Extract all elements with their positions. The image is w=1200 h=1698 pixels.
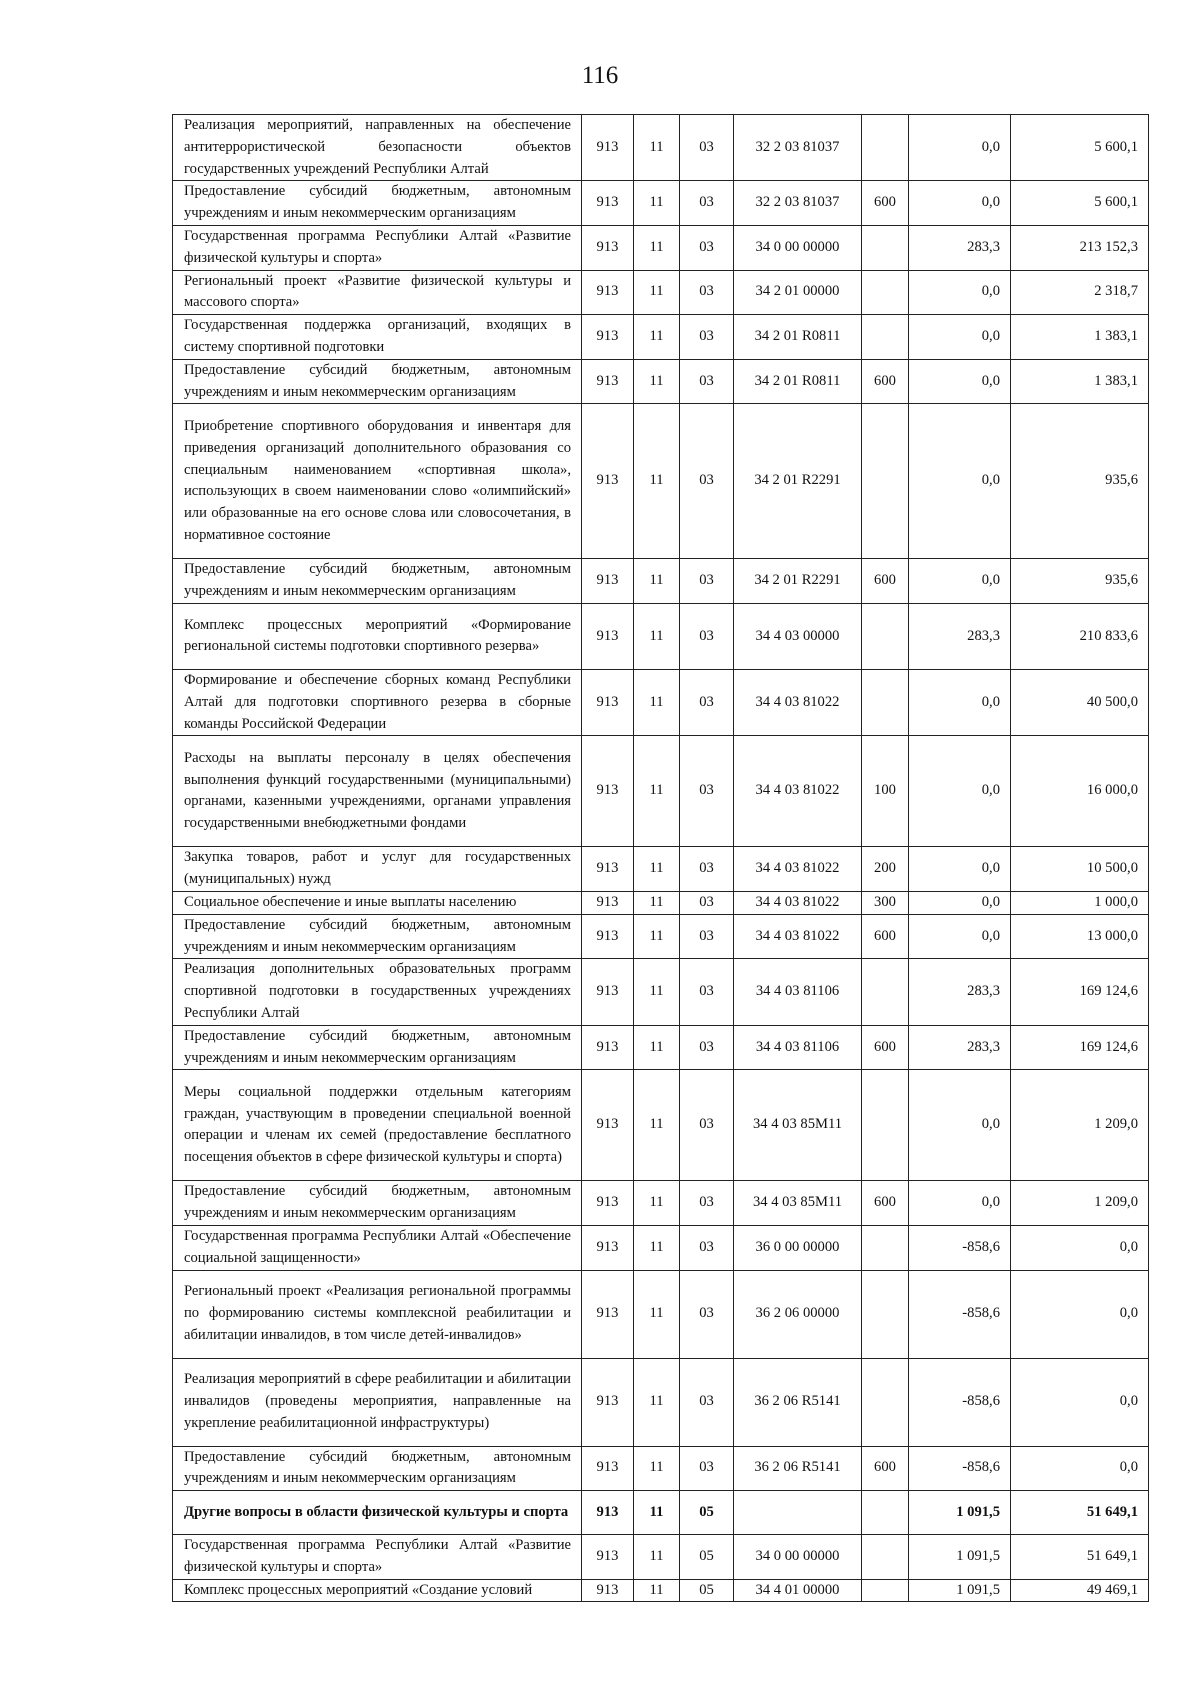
target-article-code: 34 4 03 81106 [734,959,862,1025]
expense-type-code: 300 [862,891,909,914]
row-description: Другие вопросы в области физической культуры и спорта [173,1491,582,1535]
row-description: Предоставление субсидий бюджетным, автономным учреждениям и иным некоммерческим организациям [173,359,582,404]
ministry-code: 913 [582,603,634,669]
amount-change: 0,0 [909,736,1011,847]
section-code: 11 [634,1446,680,1491]
ministry-code: 913 [582,959,634,1025]
table-row [173,1446,1149,1491]
amount-change: 0,0 [909,559,1011,604]
amount-total: 49 469,1 [1011,1579,1149,1602]
subsection-code: 03 [680,359,734,404]
ministry-code: 913 [582,1358,634,1446]
amount-total: 5 600,1 [1011,181,1149,226]
amount-change: 0,0 [909,404,1011,559]
amount-total: 51 649,1 [1011,1535,1149,1580]
expense-type-code [862,225,909,270]
amount-total: 0,0 [1011,1446,1149,1491]
expense-type-code [862,1358,909,1446]
amount-total: 51 649,1 [1011,1491,1149,1535]
amount-change: 0,0 [909,1070,1011,1181]
target-article-code: 34 4 03 85M11 [734,1070,862,1181]
target-article-code: 32 2 03 81037 [734,115,862,181]
amount-total: 16 000,0 [1011,736,1149,847]
table-row [173,359,1149,404]
table-row [173,891,1149,914]
expense-type-code: 600 [862,559,909,604]
target-article-code: 34 0 00 00000 [734,1535,862,1580]
section-code: 11 [634,359,680,404]
amount-change: 0,0 [909,914,1011,959]
subsection-code: 03 [680,1181,734,1226]
table-row [173,225,1149,270]
expense-type-code [862,1491,909,1535]
ministry-code: 913 [582,1270,634,1358]
subsection-code: 03 [680,115,734,181]
table-row [173,404,1149,559]
expense-type-code [862,270,909,315]
table-row [173,847,1149,892]
table-row [173,1535,1149,1580]
section-code: 11 [634,315,680,360]
section-code: 11 [634,270,680,315]
row-description: Меры социальной поддержки отдельным категориям граждан, участвующим в проведении специальной военной операции и членам их семей (предоставление бесплатного посещения объектов в сфере физической культуры и спорта) [173,1070,582,1181]
row-description: Государственная поддержка организаций, входящих в систему спортивной подготовки [173,315,582,360]
section-code: 11 [634,181,680,226]
subsection-code: 05 [680,1579,734,1602]
table-row [173,959,1149,1025]
section-code: 11 [634,603,680,669]
subsection-code: 03 [680,559,734,604]
subsection-code: 03 [680,1446,734,1491]
target-article-code: 36 0 00 00000 [734,1225,862,1270]
row-description: Государственная программа Республики Алтай «Обеспечение социальной защищенности» [173,1225,582,1270]
amount-change: -858,6 [909,1358,1011,1446]
page-number: 116 [581,62,619,89]
row-description: Закупка товаров, работ и услуг для государственных (муниципальных) нужд [173,847,582,892]
amount-change: 0,0 [909,181,1011,226]
amount-total: 210 833,6 [1011,603,1149,669]
target-article-code: 34 4 03 00000 [734,603,862,669]
target-article-code: 32 2 03 81037 [734,181,862,226]
row-description: Формирование и обеспечение сборных команд Республики Алтай для подготовки спортивного резерва в сборные команды Российской Федерации [173,669,582,735]
ministry-code: 913 [582,914,634,959]
amount-change: 283,3 [909,959,1011,1025]
subsection-code: 03 [680,736,734,847]
row-description: Предоставление субсидий бюджетным, автономным учреждениям и иным некоммерческим организациям [173,914,582,959]
amount-total: 935,6 [1011,404,1149,559]
table-row [173,736,1149,847]
row-description: Государственная программа Республики Алтай «Развитие физической культуры и спорта» [173,225,582,270]
amount-total: 13 000,0 [1011,914,1149,959]
amount-change: 0,0 [909,270,1011,315]
table-row [173,115,1149,181]
target-article-code: 34 4 03 81022 [734,891,862,914]
amount-total: 1 383,1 [1011,359,1149,404]
amount-change: 1 091,5 [909,1579,1011,1602]
table-row [173,1225,1149,1270]
row-description: Расходы на выплаты персоналу в целях обеспечения выполнения функций государственными (муниципальными) органами, казенными учреждениями, органами управления государственными внебюджетными фондами [173,736,582,847]
amount-change: 0,0 [909,847,1011,892]
expense-type-code [862,959,909,1025]
table-row [173,1491,1149,1535]
ministry-code: 913 [582,1070,634,1181]
row-description: Социальное обеспечение и иные выплаты населению [173,891,582,914]
subsection-code: 03 [680,1025,734,1070]
target-article-code: 34 2 01 00000 [734,270,862,315]
ministry-code: 913 [582,1181,634,1226]
row-description: Предоставление субсидий бюджетным, автономным учреждениям и иным некоммерческим организациям [173,1446,582,1491]
section-code: 11 [634,1535,680,1580]
expense-type-code: 600 [862,1181,909,1226]
target-article-code: 34 4 03 85M11 [734,1181,862,1226]
ministry-code: 913 [582,359,634,404]
amount-total: 40 500,0 [1011,669,1149,735]
target-article-code [734,1491,862,1535]
ministry-code: 913 [582,847,634,892]
expense-type-code [862,404,909,559]
target-article-code: 34 4 01 00000 [734,1579,862,1602]
expense-type-code [862,669,909,735]
amount-total: 5 600,1 [1011,115,1149,181]
amount-total: 0,0 [1011,1358,1149,1446]
table-body [173,115,1149,1602]
section-code: 11 [634,669,680,735]
ministry-code: 913 [582,225,634,270]
subsection-code: 05 [680,1535,734,1580]
row-description: Предоставление субсидий бюджетным, автономным учреждениям и иным некоммерческим организациям [173,559,582,604]
expense-type-code [862,603,909,669]
subsection-code: 03 [680,891,734,914]
subsection-code: 03 [680,404,734,559]
target-article-code: 34 4 03 81106 [734,1025,862,1070]
row-description: Реализация дополнительных образовательных программ спортивной подготовки в государственных учреждениях Республики Алтай [173,959,582,1025]
expense-type-code [862,1225,909,1270]
amount-total: 0,0 [1011,1270,1149,1358]
budget-table [172,114,1149,1602]
amount-change: 0,0 [909,315,1011,360]
row-description: Государственная программа Республики Алтай «Развитие физической культуры и спорта» [173,1535,582,1580]
amount-total: 10 500,0 [1011,847,1149,892]
target-article-code: 34 2 01 R0811 [734,315,862,360]
section-code: 11 [634,1070,680,1181]
amount-total: 1 209,0 [1011,1181,1149,1226]
subsection-code: 03 [680,181,734,226]
table-row [173,1358,1149,1446]
section-code: 11 [634,404,680,559]
section-code: 11 [634,847,680,892]
amount-change: 1 091,5 [909,1491,1011,1535]
amount-change: 283,3 [909,603,1011,669]
ministry-code: 913 [582,891,634,914]
table-row [173,1579,1149,1602]
target-article-code: 34 4 03 81022 [734,669,862,735]
ministry-code: 913 [582,1491,634,1535]
amount-change: 0,0 [909,115,1011,181]
expense-type-code [862,1579,909,1602]
amount-change: 0,0 [909,359,1011,404]
target-article-code: 34 2 01 R2291 [734,404,862,559]
amount-change: 1 091,5 [909,1535,1011,1580]
section-code: 11 [634,891,680,914]
ministry-code: 913 [582,181,634,226]
section-code: 11 [634,1181,680,1226]
table-row [173,270,1149,315]
table-row [173,603,1149,669]
subsection-code: 03 [680,914,734,959]
subsection-code: 03 [680,603,734,669]
subsection-code: 03 [680,1070,734,1181]
target-article-code: 36 2 06 R5141 [734,1358,862,1446]
ministry-code: 913 [582,404,634,559]
amount-total: 213 152,3 [1011,225,1149,270]
subsection-code: 03 [680,225,734,270]
target-article-code: 34 4 03 81022 [734,736,862,847]
target-article-code: 34 4 03 81022 [734,847,862,892]
amount-total: 1 383,1 [1011,315,1149,360]
row-description: Реализация мероприятий в сфере реабилитации и абилитации инвалидов (проведены мероприятия, направленные на укрепление реабилитационной инфраструктуры) [173,1358,582,1446]
subsection-code: 03 [680,847,734,892]
ministry-code: 913 [582,559,634,604]
table-row [173,1270,1149,1358]
section-code: 11 [634,1025,680,1070]
expense-type-code [862,315,909,360]
section-code: 11 [634,225,680,270]
amount-change: 0,0 [909,669,1011,735]
expense-type-code: 600 [862,1025,909,1070]
table-row [173,315,1149,360]
section-code: 11 [634,115,680,181]
table-row [173,914,1149,959]
target-article-code: 34 4 03 81022 [734,914,862,959]
amount-total: 2 318,7 [1011,270,1149,315]
amount-total: 1 000,0 [1011,891,1149,914]
section-code: 11 [634,1270,680,1358]
expense-type-code: 600 [862,359,909,404]
target-article-code: 34 2 01 R0811 [734,359,862,404]
section-code: 11 [634,959,680,1025]
expense-type-code: 100 [862,736,909,847]
target-article-code: 34 0 00 00000 [734,225,862,270]
ministry-code: 913 [582,1225,634,1270]
ministry-code: 913 [582,736,634,847]
expense-type-code: 600 [862,914,909,959]
subsection-code: 03 [680,669,734,735]
row-description: Предоставление субсидий бюджетным, автономным учреждениям и иным некоммерческим организациям [173,1025,582,1070]
subsection-code: 03 [680,315,734,360]
expense-type-code: 600 [862,1446,909,1491]
section-code: 11 [634,736,680,847]
section-code: 11 [634,914,680,959]
table-row [173,669,1149,735]
section-code: 11 [634,559,680,604]
table-row [173,1025,1149,1070]
amount-total: 0,0 [1011,1225,1149,1270]
amount-change: 283,3 [909,225,1011,270]
amount-total: 935,6 [1011,559,1149,604]
subsection-code: 03 [680,959,734,1025]
subsection-code: 03 [680,1225,734,1270]
ministry-code: 913 [582,669,634,735]
ministry-code: 913 [582,270,634,315]
row-description: Комплекс процессных мероприятий «Создание условий [173,1579,582,1602]
target-article-code: 36 2 06 R5141 [734,1446,862,1491]
ministry-code: 913 [582,115,634,181]
expense-type-code [862,115,909,181]
amount-change: 0,0 [909,891,1011,914]
row-description: Региональный проект «Развитие физической культуры и массового спорта» [173,270,582,315]
table-row [173,559,1149,604]
expense-type-code: 600 [862,181,909,226]
expense-type-code [862,1070,909,1181]
amount-total: 1 209,0 [1011,1070,1149,1181]
subsection-code: 05 [680,1491,734,1535]
table-row [173,181,1149,226]
section-code: 11 [634,1579,680,1602]
amount-change: -858,6 [909,1225,1011,1270]
row-description: Комплекс процессных мероприятий «Формирование региональной системы подготовки спортивного резерва» [173,603,582,669]
section-code: 11 [634,1225,680,1270]
amount-change: 0,0 [909,1181,1011,1226]
table-row [173,1181,1149,1226]
ministry-code: 913 [582,1025,634,1070]
target-article-code: 34 2 01 R2291 [734,559,862,604]
amount-change: -858,6 [909,1270,1011,1358]
amount-change: -858,6 [909,1446,1011,1491]
ministry-code: 913 [582,1579,634,1602]
row-description: Приобретение спортивного оборудования и инвентаря для приведения организаций дополнительного образования со специальным наименованием «спортивная школа», использующих в своем наименовании слово «олимпийский» или образованные на его основе слова или словосочетания, в нормативное состояние [173,404,582,559]
row-description: Реализация мероприятий, направленных на обеспечение антитеррористической безопасности объектов государственных учреждений Республики Алтай [173,115,582,181]
target-article-code: 36 2 06 00000 [734,1270,862,1358]
subsection-code: 03 [680,1358,734,1446]
ministry-code: 913 [582,315,634,360]
subsection-code: 03 [680,270,734,315]
table-row [173,1070,1149,1181]
ministry-code: 913 [582,1446,634,1491]
row-description: Предоставление субсидий бюджетным, автономным учреждениям и иным некоммерческим организациям [173,1181,582,1226]
amount-total: 169 124,6 [1011,1025,1149,1070]
expense-type-code [862,1535,909,1580]
row-description: Региональный проект «Реализация региональной программы по формированию системы комплексной реабилитации и абилитации инвалидов, в том числе детей-инвалидов» [173,1270,582,1358]
expense-type-code: 200 [862,847,909,892]
section-code: 11 [634,1491,680,1535]
section-code: 11 [634,1358,680,1446]
amount-total: 169 124,6 [1011,959,1149,1025]
expense-type-code [862,1270,909,1358]
row-description: Предоставление субсидий бюджетным, автономным учреждениям и иным некоммерческим организациям [173,181,582,226]
ministry-code: 913 [582,1535,634,1580]
subsection-code: 03 [680,1270,734,1358]
amount-change: 283,3 [909,1025,1011,1070]
